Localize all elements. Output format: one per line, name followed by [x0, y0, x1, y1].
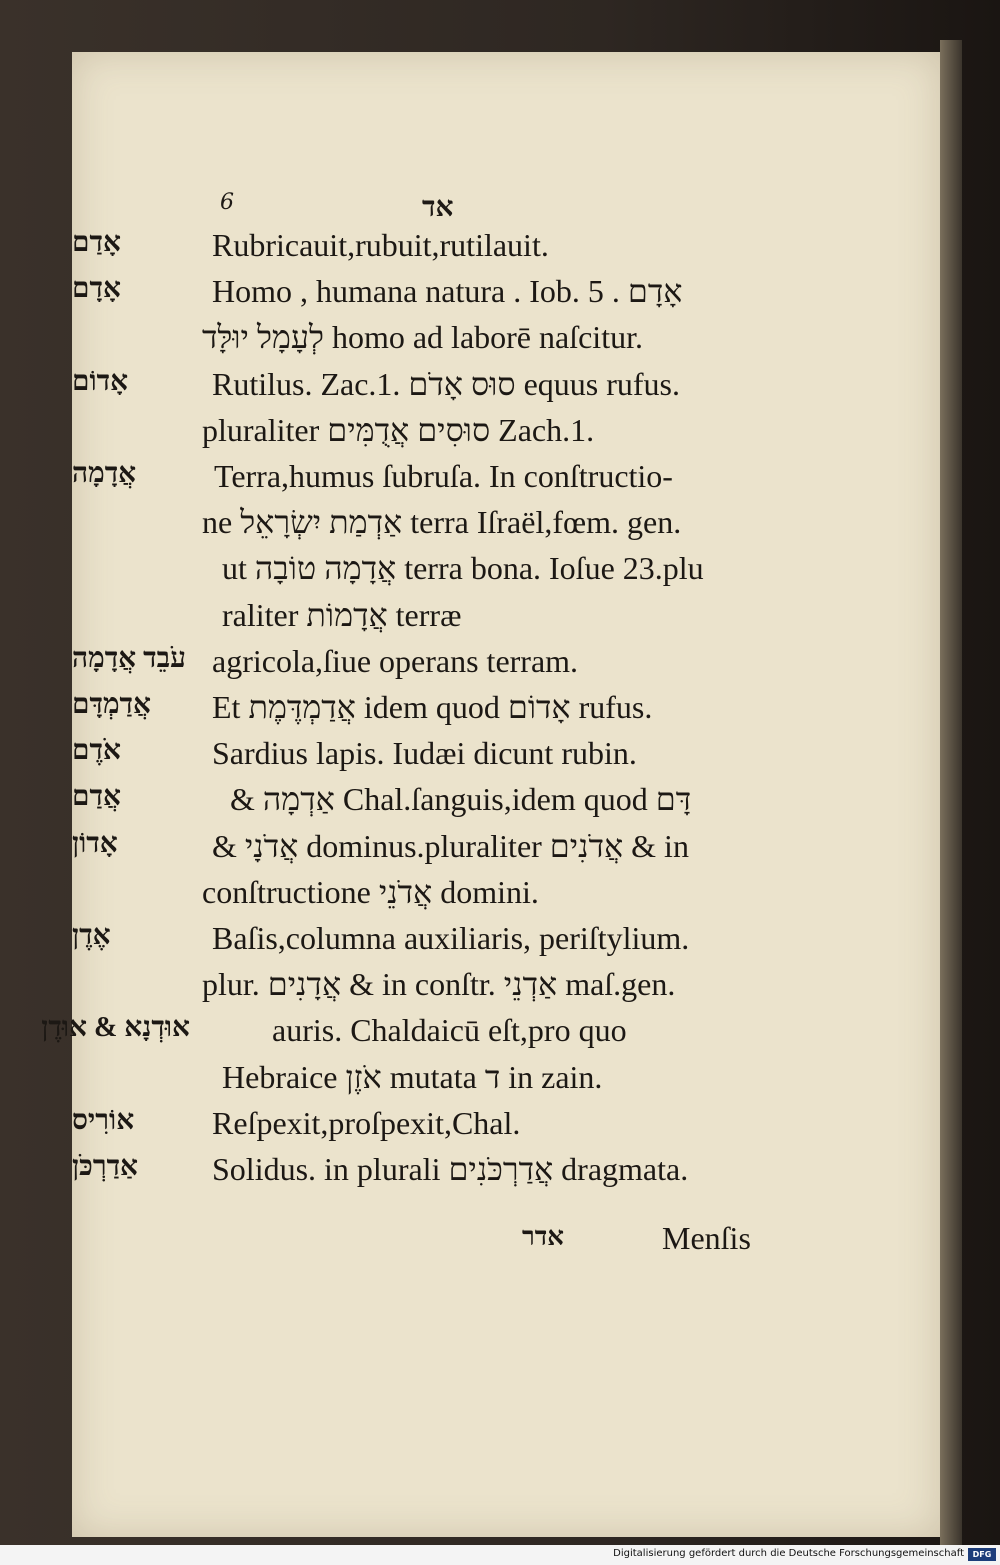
entry-gloss: Hebraice אֹזֶן mutata ד in zain.	[222, 1058, 603, 1095]
entry-gloss: agricola,ſiue operans terram.	[212, 642, 579, 679]
entry-gloss: לְעָמָל יוּלָּד homo ad laborē naſcitur.	[202, 319, 643, 356]
entry-line	[72, 735, 940, 781]
entry-line	[72, 366, 940, 412]
entry-gloss: Sardius lapis. Iudæi dicunt rubin.	[212, 735, 637, 772]
entry-gloss: Solidus. in plurali אֲדַרְכֹּנִים dragmata.	[212, 1151, 689, 1187]
entry-line	[72, 1059, 940, 1105]
entry-gloss: plur. אֲדָנִים & in conſtr. אַדְנֵי maſ.gen.	[202, 966, 676, 1003]
footer-bar	[0, 1545, 1000, 1565]
entry-line	[72, 689, 940, 735]
page-number: 6	[220, 190, 234, 215]
entry-line	[72, 550, 940, 596]
entry-line	[72, 227, 940, 273]
entry-gloss: ut אֲדָמָה טוֹבָה terra bona. Ioſue 23.plu	[222, 550, 704, 587]
entry-lemma: אָדוֹם	[72, 365, 129, 397]
entry-line	[72, 273, 940, 319]
entry-gloss: & אֲדֹנָי dominus.pluraliter אֲדֹנִים & in	[212, 827, 689, 864]
catchword-latin: Menſis	[662, 1220, 751, 1256]
footer-credit: Digitalisierung gefördert durch die Deutsche Forschungsgemeinschaft	[613, 1548, 964, 1559]
book-page	[41, 52, 940, 1537]
entry-line	[72, 319, 940, 365]
entry-lemma: אֲדָמָה	[72, 458, 137, 489]
entry-lemma: אוּדְנָא & אוּדֶן	[41, 1012, 190, 1044]
running-head: אד	[422, 190, 454, 223]
entry-gloss: raliter אֲדָמוֹת terræ	[222, 596, 462, 633]
entry-gloss: Reſpexit,proſpexit,Chal.	[212, 1104, 521, 1141]
catchword-hebrew: אדר	[522, 1222, 564, 1252]
entry-line	[72, 458, 940, 504]
entry-lemma: אוֹרִיס	[72, 1104, 135, 1136]
entry-line	[72, 874, 940, 920]
entry-gloss: Baſis,columna auxiliaris, periſtylium.	[212, 920, 690, 956]
entry-line	[72, 643, 940, 689]
entry-lemma: אָדוֹן	[72, 827, 118, 859]
entry-line	[72, 1151, 940, 1197]
entry-gloss: pluraliter סוּסִים אֲדֻמִּים Zach.1.	[202, 411, 595, 448]
entry-gloss: Rubricauit,rubuit,rutilauit.	[212, 227, 549, 263]
entry-line	[72, 781, 940, 827]
entry-gloss: Homo , humana natura . Iob. 5 . אָדָם	[212, 273, 683, 310]
entry-gloss: Terra,humus ſubruſa. In conſtructio-	[214, 458, 673, 494]
entry-line	[72, 920, 940, 966]
entry-gloss: ne אַדְמַת יִשְׂרָאֵל terra Iſraël,fœm. gen.	[202, 504, 682, 541]
entry-gloss: Rutilus. Zac.1. סוּס אָדֹם equus rufus.	[212, 365, 680, 402]
entry-gloss: Et אֲדַמְדֶּמֶת idem quod אָדוֹם rufus.	[212, 689, 653, 725]
entry-lemma: אָדָם	[72, 273, 121, 305]
entry-line	[41, 1012, 940, 1058]
entry-lemma: עֹבֵד אֲדָמָה	[72, 642, 186, 674]
entry-line	[72, 597, 940, 643]
entry-lemma: אֹדֶם	[72, 735, 121, 767]
entry-line	[72, 1105, 940, 1151]
entry-line	[72, 966, 940, 1012]
page-header	[72, 190, 940, 230]
entry-lemma: אָדַם	[72, 227, 121, 258]
entry-gloss: & אַדְמָה Chal.ſanguis,idem quod דָּם	[230, 781, 692, 818]
entry-lemma: אֶדֶן	[72, 920, 111, 951]
entry-line	[72, 504, 940, 550]
entry-lemma: אֲדַמְדָּם	[72, 689, 151, 720]
dfg-logo: DFG	[968, 1548, 996, 1561]
entry-lemma: אַדַרְכֹּן	[72, 1151, 139, 1182]
entry-gloss: auris. Chaldaicū eſt,pro quo	[272, 1012, 627, 1049]
entry-line	[72, 828, 940, 874]
entry-lemma: אֲדַם	[72, 781, 121, 813]
entry-gloss: conſtructione אֲדֹנֵי domini.	[202, 873, 539, 910]
entry-line	[72, 412, 940, 458]
page-edge	[940, 40, 962, 1545]
